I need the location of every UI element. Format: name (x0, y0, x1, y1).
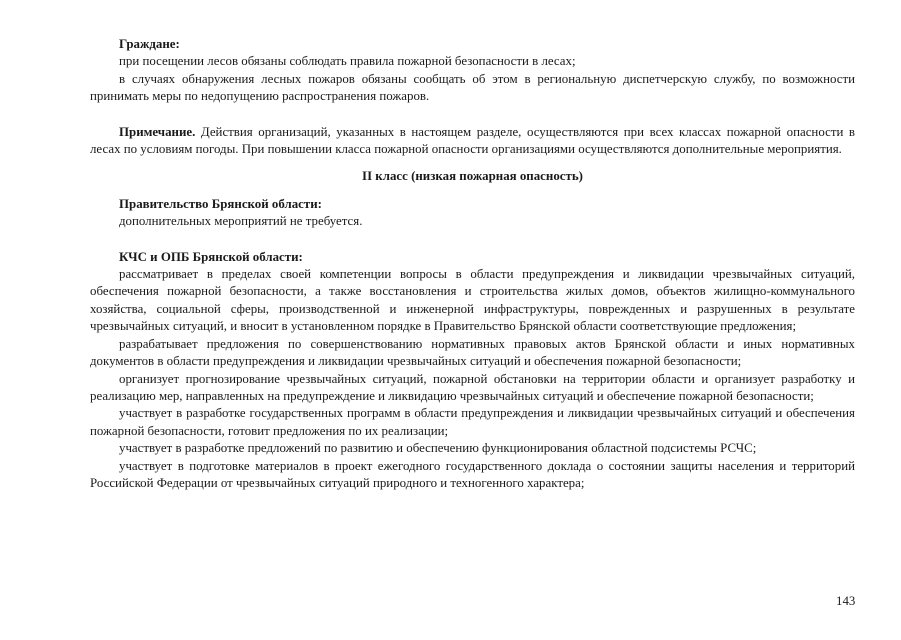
citizens-item: при посещении лесов обязаны соблюдать правила пожарной безопасности в лесах; (119, 54, 576, 69)
page-number: 143 (836, 594, 856, 608)
spacer (90, 106, 855, 124)
note-label: Примечание. (119, 124, 196, 139)
note-text: Действия организаций, указанных в настоящем разделе, осуществляются при всех классах пожарной опасности в лесах по условиям погоды. При повышении класса пожарной опасности организациями осуществляются дополнительные мероприятия. (90, 124, 855, 157)
kchs-item: разрабатывает предложения по совершенствованию нормативных правовых актов Брянской области и иных нормативных документов в области предупреждения и ликвидации чрезвычайных ситуаций и обеспечения пожарной безопасности; (90, 336, 855, 369)
citizens-item: в случаях обнаружения лесных пожаров обязаны сообщать об этом в региональную диспетчерскую службу, по возможности принимать меры по недопущению распространения пожаров. (90, 71, 855, 104)
document-page (90, 36, 855, 492)
spacer (90, 186, 855, 196)
citizens-heading: Граждане: (119, 37, 180, 51)
kchs-item: рассматривает в пределах своей компетенции вопросы в области предупреждения и ликвидации чрезвычайных ситуаций, обеспечения пожарной безопасности, а также восстановления и строительства жилых домов, объектов жилищно-коммунального хозяйства, социальной сферы, производственной и инженерной инфраструктуры, поврежденных и разрушенных в результате чрезвычайных ситуаций, и вносит в установленном порядке в Правительство Брянской области соответствующие предложения; (90, 267, 855, 334)
section-title: II класс (низкая пожарная опасность) (362, 169, 583, 184)
kchs-item: участвует в разработке государственных программ в области предупреждения и ликвидации чрезвычайных ситуаций и обеспечения пожарной безопасности, готовит предложения по их реализации; (90, 406, 855, 438)
spacer (90, 158, 855, 168)
spacer (90, 231, 855, 249)
kchs-item: организует прогнозирование чрезвычайных ситуаций, пожарной обстановки на территории области и организует разработку и реализацию мер, направленных на предупреждение и ликвидацию чрезвычайных ситуаций и обеспечение пожарной безопасности; (90, 371, 855, 403)
government-item: дополнительных мероприятий не требуется. (119, 214, 363, 229)
kchs-item: участвует в разработке предложений по развитию и обеспечению функционирования областной подсистемы РСЧС; (119, 441, 757, 456)
kchs-item: участвует в подготовке материалов в проект ежегодного государственного доклада о состоянии защиты населения и территорий Российской Федерации от чрезвычайных ситуаций природного и техногенного характера; (90, 458, 855, 490)
government-heading: Правительство Брянской области: (119, 196, 322, 211)
kchs-heading: КЧС и ОПБ Брянской области: (119, 249, 303, 264)
note-paragraph (90, 124, 855, 159)
